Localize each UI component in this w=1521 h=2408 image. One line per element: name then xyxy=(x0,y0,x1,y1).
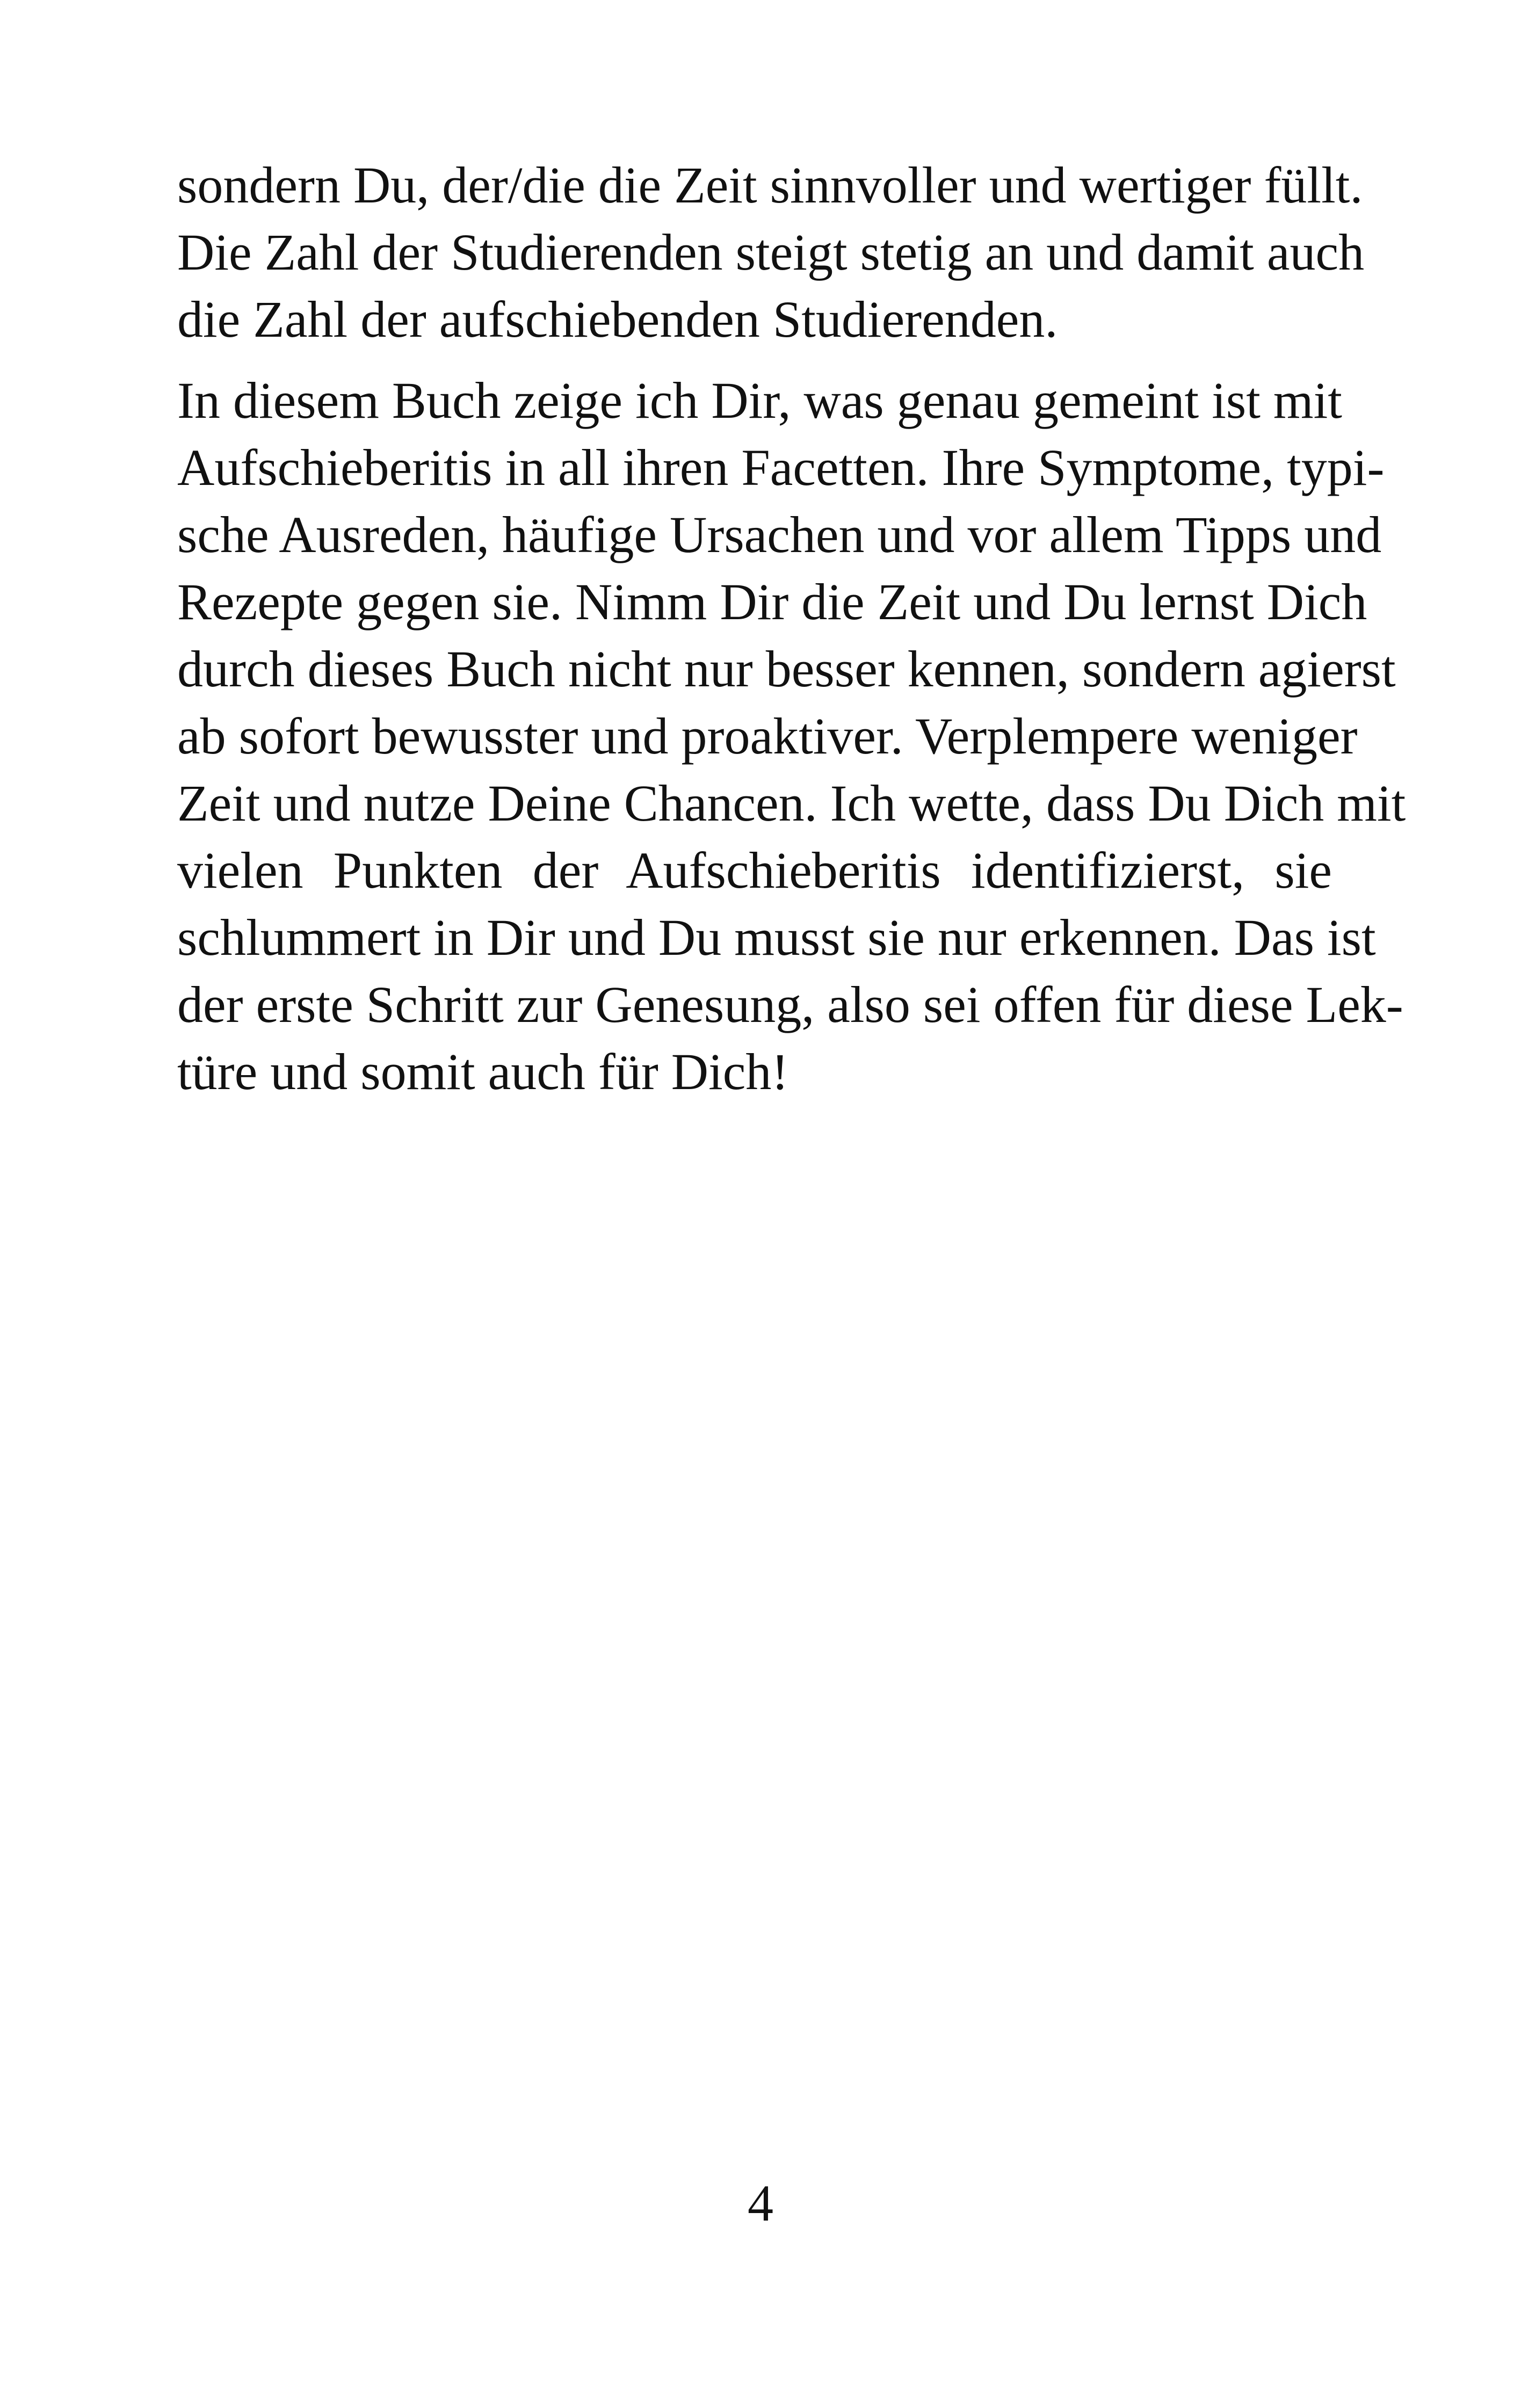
paragraph-gap xyxy=(177,353,1332,367)
text-line: der erste Schritt zur Genesung, also sei offen für diese Lek- xyxy=(177,976,1403,1033)
text-line: die Zahl der aufschiebenden Studierenden. xyxy=(177,291,1058,348)
text-line: durch dieses Buch nicht nur besser kennen, sondern agierst xyxy=(177,640,1396,698)
text-line: ab sofort bewusster und proaktiver. Verplempere weniger xyxy=(177,707,1358,765)
paragraph-1 xyxy=(177,151,1365,353)
text-line: sondern Du, der/die die Zeit sinnvoller und wertiger füllt. xyxy=(177,156,1363,214)
text-line: Die Zahl der Studierenden steigt stetig an und damit auch xyxy=(177,223,1365,281)
text-line: Zeit und nutze Deine Chancen. Ich wette, dass Du Dich mit xyxy=(177,774,1406,832)
paragraph-2 xyxy=(177,367,1406,1105)
body-text xyxy=(177,151,1406,1105)
text-line: In diesem Buch zeige ich Dir, was genau gemeint ist mit xyxy=(177,372,1342,429)
text-line: Aufschieberitis in all ihren Facetten. Ihre Symptome, typi- xyxy=(177,439,1385,496)
text-line: sche Ausreden, häufige Ursachen und vor allem Tipps und xyxy=(177,506,1382,563)
page-number: 4 xyxy=(748,2174,773,2232)
text-line: türe und somit auch für Dich! xyxy=(177,1043,789,1100)
text-line: Rezepte gegen sie. Nimm Dir die Zeit und Du lernst Dich xyxy=(177,573,1367,630)
text-line: schlummert in Dir und Du musst sie nur erkennen. Das ist xyxy=(177,909,1376,966)
text-line: vielen Punkten der Aufschieberitis identifizierst, sie xyxy=(177,842,1332,899)
